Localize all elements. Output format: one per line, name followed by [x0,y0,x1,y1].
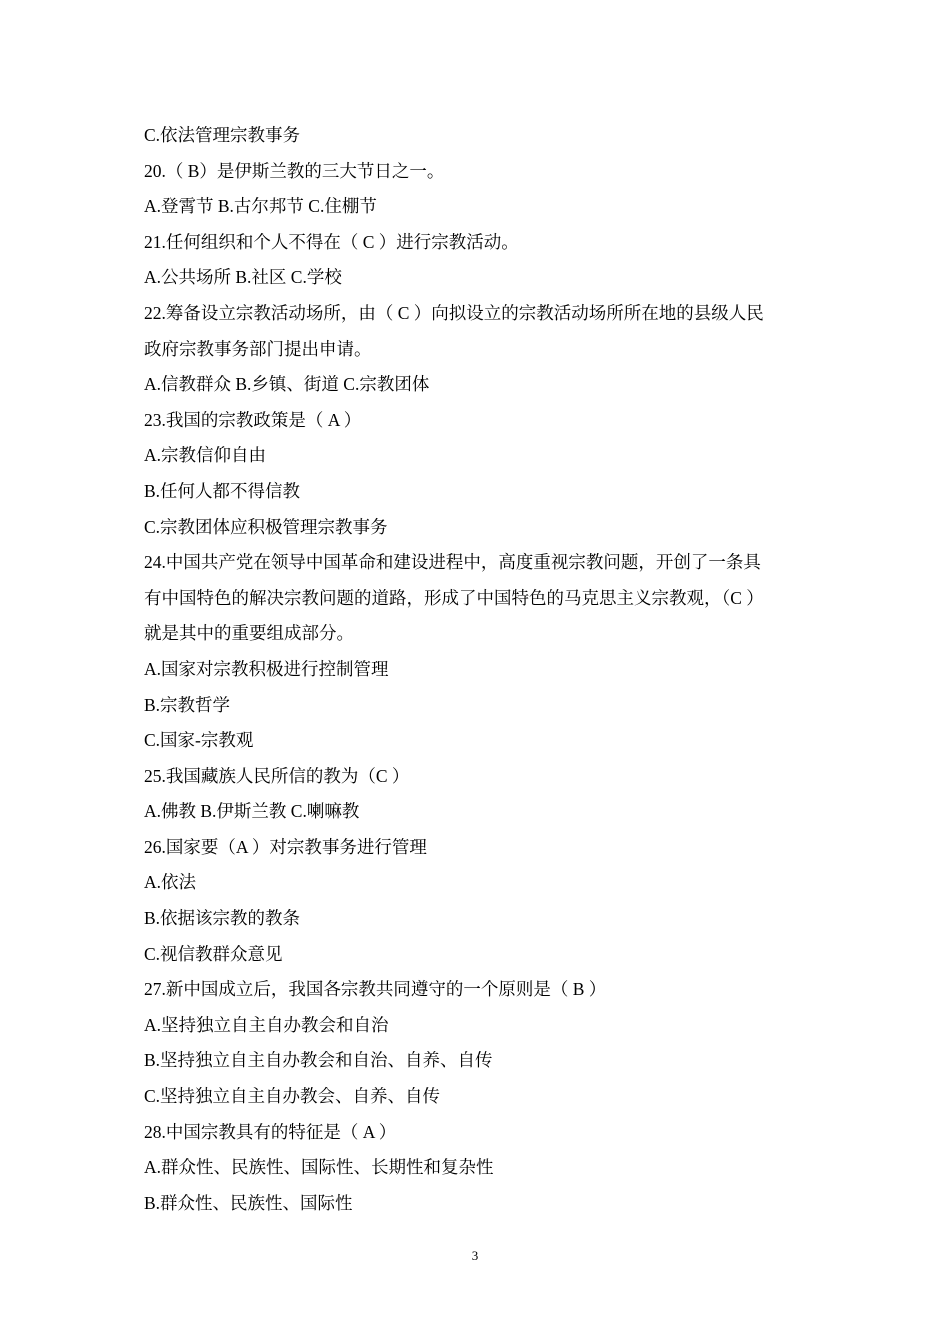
question-26-option-a: A.依法 [144,872,197,893]
question-24-continued: 就是其中的重要组成部分。 [144,623,354,644]
question-22: 22.筹备设立宗教活动场所，由（ C ）向拟设立的宗教活动场所所在地的县级人民 [144,302,764,323]
question-24-option-a: A.国家对宗教积极进行控制管理 [144,658,389,679]
question-23-option-b: B.任何人都不得信教 [144,480,301,501]
question-28-option-b: B.群众性、民族性、国际性 [144,1192,353,1213]
question-27: 27.新中国成立后，我国各宗教共同遵守的一个原则是（ B ） [144,979,607,1000]
question-24-option-b: B.宗教哲学 [144,694,231,715]
question-26-option-b: B.依据该宗教的教条 [144,908,301,929]
question-24-continued: 有中国特色的解决宗教问题的道路，形成了中国特色的马克思主义宗教观，（C ） [144,587,764,608]
question-25-options: A.佛教 B.伊斯兰教 C.喇嘛教 [144,801,360,822]
question-20-options: A.登霄节 B.古尔邦节 C.住棚节 [144,196,377,217]
question-26-option-c: C.视信教群众意见 [144,943,283,964]
question-22-options: A.信教群众 B.乡镇、街道 C.宗教团体 [144,374,430,395]
text-line: C.依法管理宗教事务 [144,125,301,145]
document-body [144,118,814,1221]
question-27-option-c: C.坚持独立自主自办教会、自养、自传 [144,1086,441,1107]
question-23-option-c: C.宗教团体应积极管理宗教事务 [144,516,388,537]
question-23: 23.我国的宗教政策是（ A ） [144,409,362,430]
question-24-option-c: C.国家-宗教观 [144,730,254,751]
question-24: 24.中国共产党在领导中国革命和建设进程中，高度重视宗教问题，开创了一条具 [144,552,761,573]
question-23-option-a: A.宗教信仰自由 [144,445,267,466]
page-number: 3 [471,1248,479,1263]
question-27-option-b: B.坚持独立自主自办教会和自治、自养、自传 [144,1050,493,1071]
question-28: 28.中国宗教具有的特征是（ A ） [144,1121,397,1142]
question-25: 25.我国藏族人民所信的教为（C ） [144,765,410,786]
question-27-option-a: A.坚持独立自主自办教会和自治 [144,1014,389,1035]
question-20: 20.（ B）是伊斯兰教的三大节日之一。 [144,160,445,181]
question-26: 26.国家要（A ）对宗教事务进行管理 [144,836,427,857]
question-28-option-a: A.群众性、民族性、国际性、长期性和复杂性 [144,1157,494,1178]
question-21-options: A.公共场所 B.社区 C.学校 [144,267,342,288]
question-22-continued: 政府宗教事务部门提出申请。 [144,338,372,359]
question-21: 21.任何组织和个人不得在（ C ）进行宗教活动。 [144,231,519,252]
